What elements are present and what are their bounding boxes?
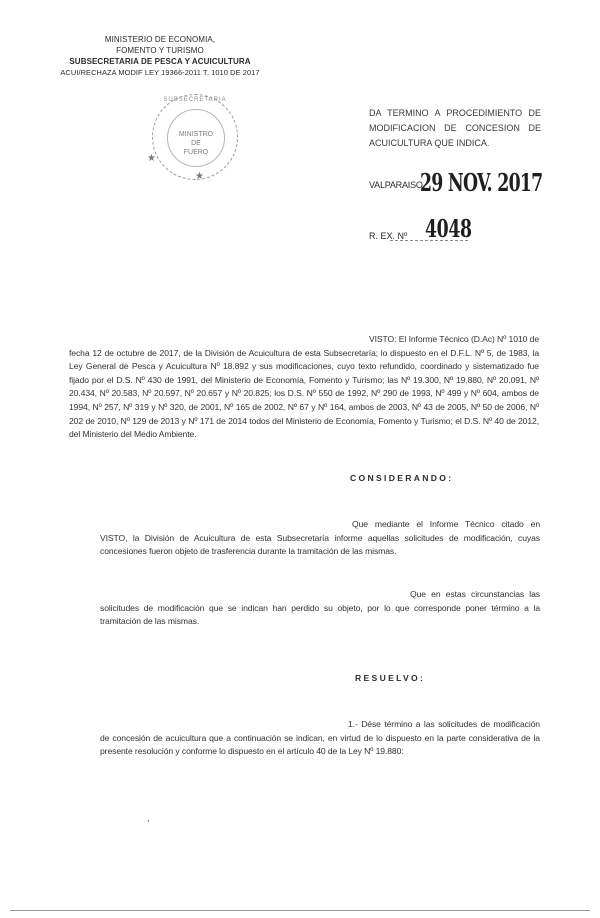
file-reference: ACUI/RECHAZA MODIF LEY 19366-2011 T. 1010 DE 2017 bbox=[60, 68, 260, 77]
considerando-paragraph-2: Que en estas circunstancias las solicitudes de modificación que se indican han perdido su objeto, por lo que corresponde poner término a la tramitación de las mismas. bbox=[100, 589, 540, 627]
visto-paragraph: VISTO: El Informe Técnico (D.Ac) Nº 1010 de fecha 12 de octubre de 2017, de la División de Acuicultura de esta Subsecretaría; lo dispuesto en el D.F.L. Nº 5, de 1983, la Ley General de Pesca y Acuicultura Nº 18.892 y sus modificaciones, cuyo texto refundido, coordinado y sistematizado fue fijado por el D.S. Nº 430 de 1991, del Ministerio de Economía, Fomento y Turismo; las Nº 19.300, Nº 19.880, Nº 20.091, Nº 20.434, Nº 20.583, Nº 20.597, Nº 20.657 y Nº 20.825; los D.S. Nº 550 de 1992, Nº 290 de 1993, Nº 499 y Nº 604, ambos de 1994, Nº 257, Nº 319 y Nº 320, de 2001, Nº 165 de 2002, Nº 67 y Nº 164, ambos de 2003, Nº 43 de 2005, Nº 50 de 2006, Nº 202 de 2010, Nº 129 de 2013 y Nº 171 de 2014 todos del Ministerio de Economía, Fomento y Turismo; el D.S. Nº 40 de 2012, del Ministerio del Medio Ambiente. bbox=[69, 334, 539, 440]
date-stamp: 29 NOV. 2017 bbox=[420, 168, 543, 197]
considerando-paragraph-1: Que mediante el Informe Técnico citado en VISTO, la División de Acuicultura de esta Subsecretaría informe aquellas solicitudes de modificación, cuyas concesiones fueron objeto de trasferencia durante la tramitación de las mismas. bbox=[100, 519, 540, 557]
resolution-label: R. EX. Nº bbox=[369, 231, 408, 241]
seal-ring-text: SUBSECRETARIA bbox=[163, 97, 227, 103]
ministry-line-2: FOMENTO Y TURISMO bbox=[116, 46, 204, 55]
seal-star-icon: ★ bbox=[147, 153, 156, 164]
resolution-number-stamp: 4048 bbox=[425, 214, 472, 243]
subsecretaria-line: SUBSECRETARIA DE PESCA Y ACUICULTURA bbox=[69, 57, 251, 66]
ministry-line-1: MINISTERIO DE ECONOMIA, bbox=[104, 35, 216, 44]
official-seal bbox=[147, 94, 238, 182]
seal-inner-text: MINISTRO DE FUERO bbox=[178, 131, 214, 156]
seal-inner-circle bbox=[167, 109, 225, 167]
resuelvo-paragraph-1: 1.- Dése término a las solicitudes de modificación de concesión de acuicultura que a continuación se indican, en virtud de lo dispuesto en la parte considerativa de la presente resolución y conforme lo dispuesto en el artículo 40 de la Ley Nº 19.880: bbox=[100, 719, 540, 757]
considerando-heading: CONSIDERANDO: bbox=[350, 473, 454, 483]
margin-mark: , bbox=[147, 813, 150, 823]
seal-star-icon: ★ bbox=[195, 171, 204, 182]
resolution-subject: DA TERMINO A PROCEDIMIENTO DE MODIFICACION DE CONCESION DE ACUICULTURA QUE INDICA. bbox=[369, 108, 541, 148]
page-bottom-edge bbox=[10, 910, 590, 911]
place-label: VALPARAISO, bbox=[369, 180, 425, 190]
resuelvo-heading: RESUELVO: bbox=[355, 673, 426, 683]
